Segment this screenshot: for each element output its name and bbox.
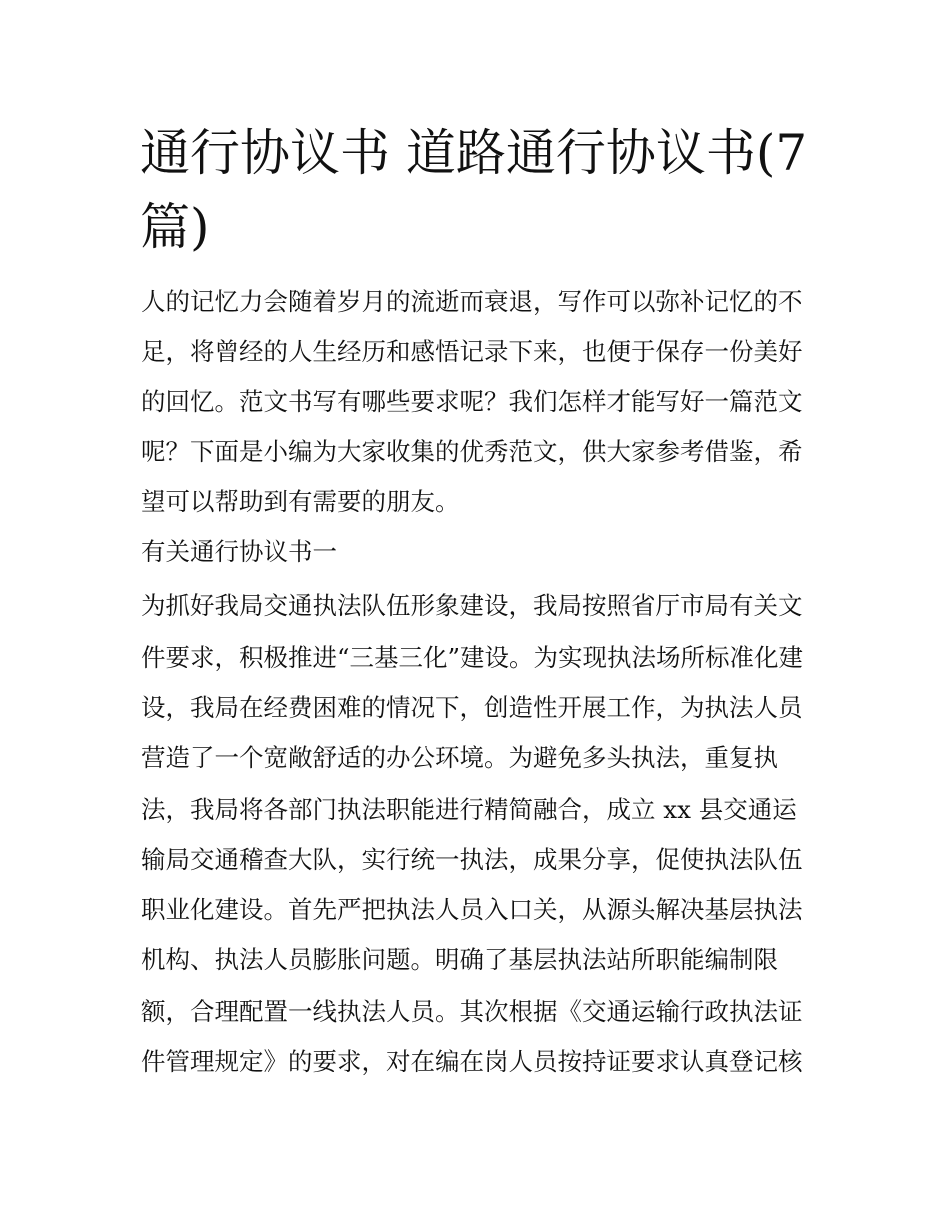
body-line: 机构、执法人员膨胀问题。明确了基层执法站所职能编制限	[141, 945, 778, 974]
body-line: 为抓好我局交通执法队伍形象建设，我局按照省厅市局有关文	[141, 591, 803, 620]
body-line: 额，合理配置一线执法人员。其次根据《交通运输行政执法证	[141, 997, 803, 1026]
body-line: 营造了一个宽敞舒适的办公环境。为避免多头执法，重复执	[141, 743, 778, 772]
body-line: 输局交通稽查大队，实行统一执法，成果分享，促使执法队伍	[141, 845, 803, 874]
intro-line: 呢？下面是小编为大家收集的优秀范文，供大家参考借鉴，希	[141, 437, 803, 466]
intro-line: 的回忆。范文书写有哪些要求呢？我们怎样才能写好一篇范文	[141, 387, 803, 416]
body-line: 职业化建设。首先严把执法人员入口关，从源头解决基层执法	[141, 895, 803, 924]
section-heading: 有关通行协议书一	[141, 537, 337, 566]
intro-line: 望可以帮助到有需要的朋友。	[141, 487, 460, 516]
intro-line: 足，将曾经的人生经历和感悟记录下来，也便于保存一份美好	[141, 337, 803, 366]
document-title	[140, 116, 820, 264]
intro-line: 人的记忆力会随着岁月的流逝而衰退，写作可以弥补记忆的不	[141, 287, 803, 316]
body-line: 法，我局将各部门执法职能进行精简融合，成立 xx 县交通运	[141, 795, 797, 824]
title-line-2: 篇)	[140, 198, 210, 256]
body-line: 件管理规定》的要求，对在编在岗人员按持证要求认真登记核	[141, 1047, 803, 1076]
body-line: 件要求，积极推进“三基三化”建设。为实现执法场所标准化建	[141, 643, 804, 672]
title-line-1: 通行协议书 道路通行协议书(7	[140, 124, 808, 182]
body-line: 设，我局在经费困难的情况下，创造性开展工作，为执法人员	[141, 693, 803, 722]
